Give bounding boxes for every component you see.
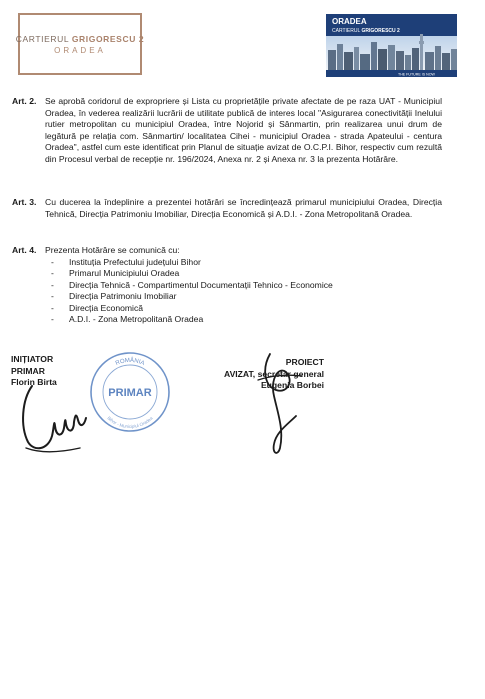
- svg-text:PRIMAR: PRIMAR: [108, 387, 152, 399]
- initiator-label: INIȚIATOR: [11, 354, 54, 364]
- svg-text:ORADEA: ORADEA: [332, 17, 367, 26]
- recipient-list: [45, 257, 442, 326]
- list-item: - Instituția Prefectului județului Bihor: [45, 257, 442, 269]
- list-item: - Direcția Economică: [45, 303, 442, 315]
- secretary-title: AVIZAT, secretar general: [224, 368, 324, 379]
- mayor-handwritten-signature: [18, 378, 93, 460]
- article-3-text: Cu ducerea la îndeplinire a prezentei hotărâri se încredințează primarul municipiului Oradea, Direcția Tehnică, Direcția Patrimoniu Imobiliar, Direcția Economică și A.D.I. - Zona Metropolitană Oradea.: [45, 197, 442, 219]
- left-logo: [15, 13, 145, 75]
- list-item: - Direcția Patrimoniu Imobiliar: [45, 291, 442, 303]
- official-stamp: [88, 350, 172, 434]
- mayor-label: PRIMAR: [11, 365, 45, 376]
- project-label: PROIECT: [285, 357, 324, 367]
- article-4-number: Art. 4.: [12, 245, 37, 255]
- svg-text:Bihor - Municipiul Oradea: Bihor - Municipiul Oradea: [106, 415, 154, 430]
- mayor-name: Florin Birta: [11, 377, 57, 387]
- right-logo-banner: [326, 14, 457, 77]
- svg-text:ROMÂNIA: ROMÂNIA: [114, 357, 146, 368]
- article-2-number: Art. 2.: [12, 96, 37, 106]
- svg-text:THE FUTURE IS NOW: THE FUTURE IS NOW: [398, 72, 435, 77]
- secretary-handwritten-signature: [248, 350, 308, 462]
- svg-text:CARTIERUL GRIGORESCU 2: CARTIERUL GRIGORESCU 2: [332, 28, 400, 34]
- left-logo-line1: CARTIERUL GRIGORESCU 2: [15, 33, 145, 44]
- list-item: - A.D.I. - Zona Metropolitană Oradea: [45, 314, 442, 326]
- secretary-name: Eugenia Borbei: [260, 380, 324, 390]
- article-4-body: [45, 245, 442, 326]
- list-item: - Direcția Tehnică - Compartimentul Documentații Tehnico - Economice: [45, 280, 442, 292]
- city-skyline-image: [326, 14, 457, 77]
- article-3-number: Art. 3.: [12, 197, 37, 207]
- article-4-text: Prezenta Hotărâre se comunică cu:: [45, 245, 180, 255]
- left-logo-line2: ORADEA: [54, 45, 106, 55]
- list-item: - Primarul Municipiului Oradea: [45, 268, 442, 280]
- article-2-text: Se aprobă coridorul de expropriere și Lista cu proprietățile private afectate de pe raza UAT - Municipiul Oradea, în vederea realizării lucrării de utilitate publică de interes local "Asigurarea conectivității Inelului rutier metropolitan cu municipiul Oradea, între Nojorid și Sânmartin, prin realizarea unui drum de legătură pe relația com. Sânmartin/ localitatea Cihei - municipiul Oradea - strada Apateului - centura Oradea", astfel cum este identificat prin Planul de situație avizat de O.C.P.I. Bihor, respectiv cum rezultă din Procesul verbal de recepție nr. 196/2024, Anexa nr. 2 și Anexa nr. 3 la prezenta Hotărâre.: [45, 96, 442, 164]
